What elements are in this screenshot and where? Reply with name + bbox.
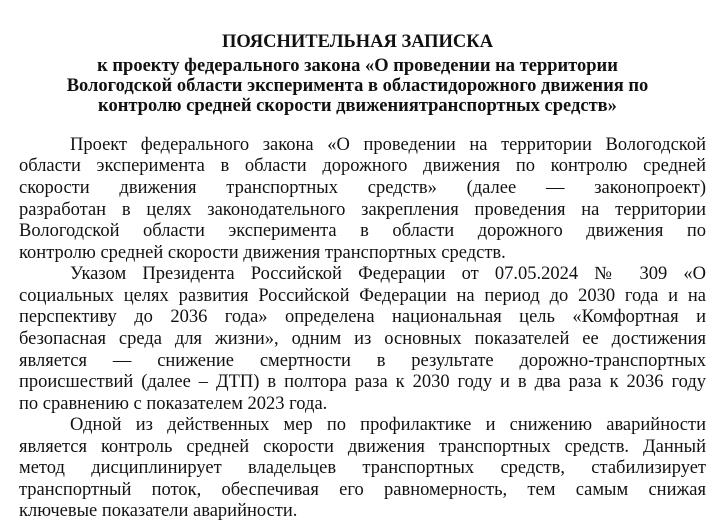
paragraph-3-line-5: ключевые показатели аварийности.	[19, 501, 298, 521]
paragraph-1-line-3: скорости движения транспортных средств» (далее — законопроект)	[19, 178, 706, 198]
document-subtitle-line-3: контролю средней скорости движениятранспортных средств»	[98, 96, 617, 116]
paragraph-1-line-6: контролю средней скорости движения транспортных средств.	[19, 243, 506, 263]
paragraph-2-line-7: по сравнению с показателем 2023 года.	[19, 394, 328, 414]
paragraph-1-line-2: области эксперимента в области дорожного движения по контролю средней	[19, 156, 706, 176]
paragraph-2-line-5: является — снижение смертности в результате дорожно-транспортных	[19, 351, 706, 371]
document-subtitle-line-1: к проекту федерального закона «О проведении на территории	[97, 56, 618, 76]
paragraph-1-line-5: Вологодской области эксперимента в области дорожного движения по	[19, 221, 706, 241]
paragraph-2-line-6: происшествий (далее – ДТП) в полтора раза к 2030 году и в два раза к 2036 году	[19, 372, 706, 392]
paragraph-3-line-2: является контроль средней скорости движения транспортных средств. Данный	[19, 437, 706, 457]
paragraph-1-line-4: разработан в целях законодательного закрепления проведения на территории	[19, 200, 706, 220]
paragraph-2-line-2: социальных целях развития Российской Федерации на период до 2030 года и на	[19, 286, 706, 306]
paragraph-3-line-3: метод дисциплинирует владельцев транспортных средств, стабилизирует	[19, 458, 706, 478]
paragraph-2-line-3: перспективу до 2036 года» определена национальная цель «Комфортная и	[19, 307, 706, 327]
document-title: ПОЯСНИТЕЛЬНАЯ ЗАПИСКА	[221, 32, 494, 52]
document-subtitle-line-2: Вологодской области эксперимента в областидорожного движения по	[66, 76, 649, 96]
paragraph-1-line-1: Проект федерального закона «О проведении на территории Вологодской	[70, 135, 706, 155]
paragraph-2-line-4: безопасная среда для жизни», одним из основных показателей ее достижения	[19, 329, 706, 349]
paragraph-3-line-1: Одной из действенных мер по профилактике и снижению аварийности	[70, 415, 706, 435]
paragraph-2-line-1: Указом Президента Российской Федерации от 07.05.2024 № 309 «О	[70, 264, 706, 284]
paragraph-3-line-4: транспортный поток, обеспечивая его равномерность, тем самым снижая	[19, 480, 706, 500]
